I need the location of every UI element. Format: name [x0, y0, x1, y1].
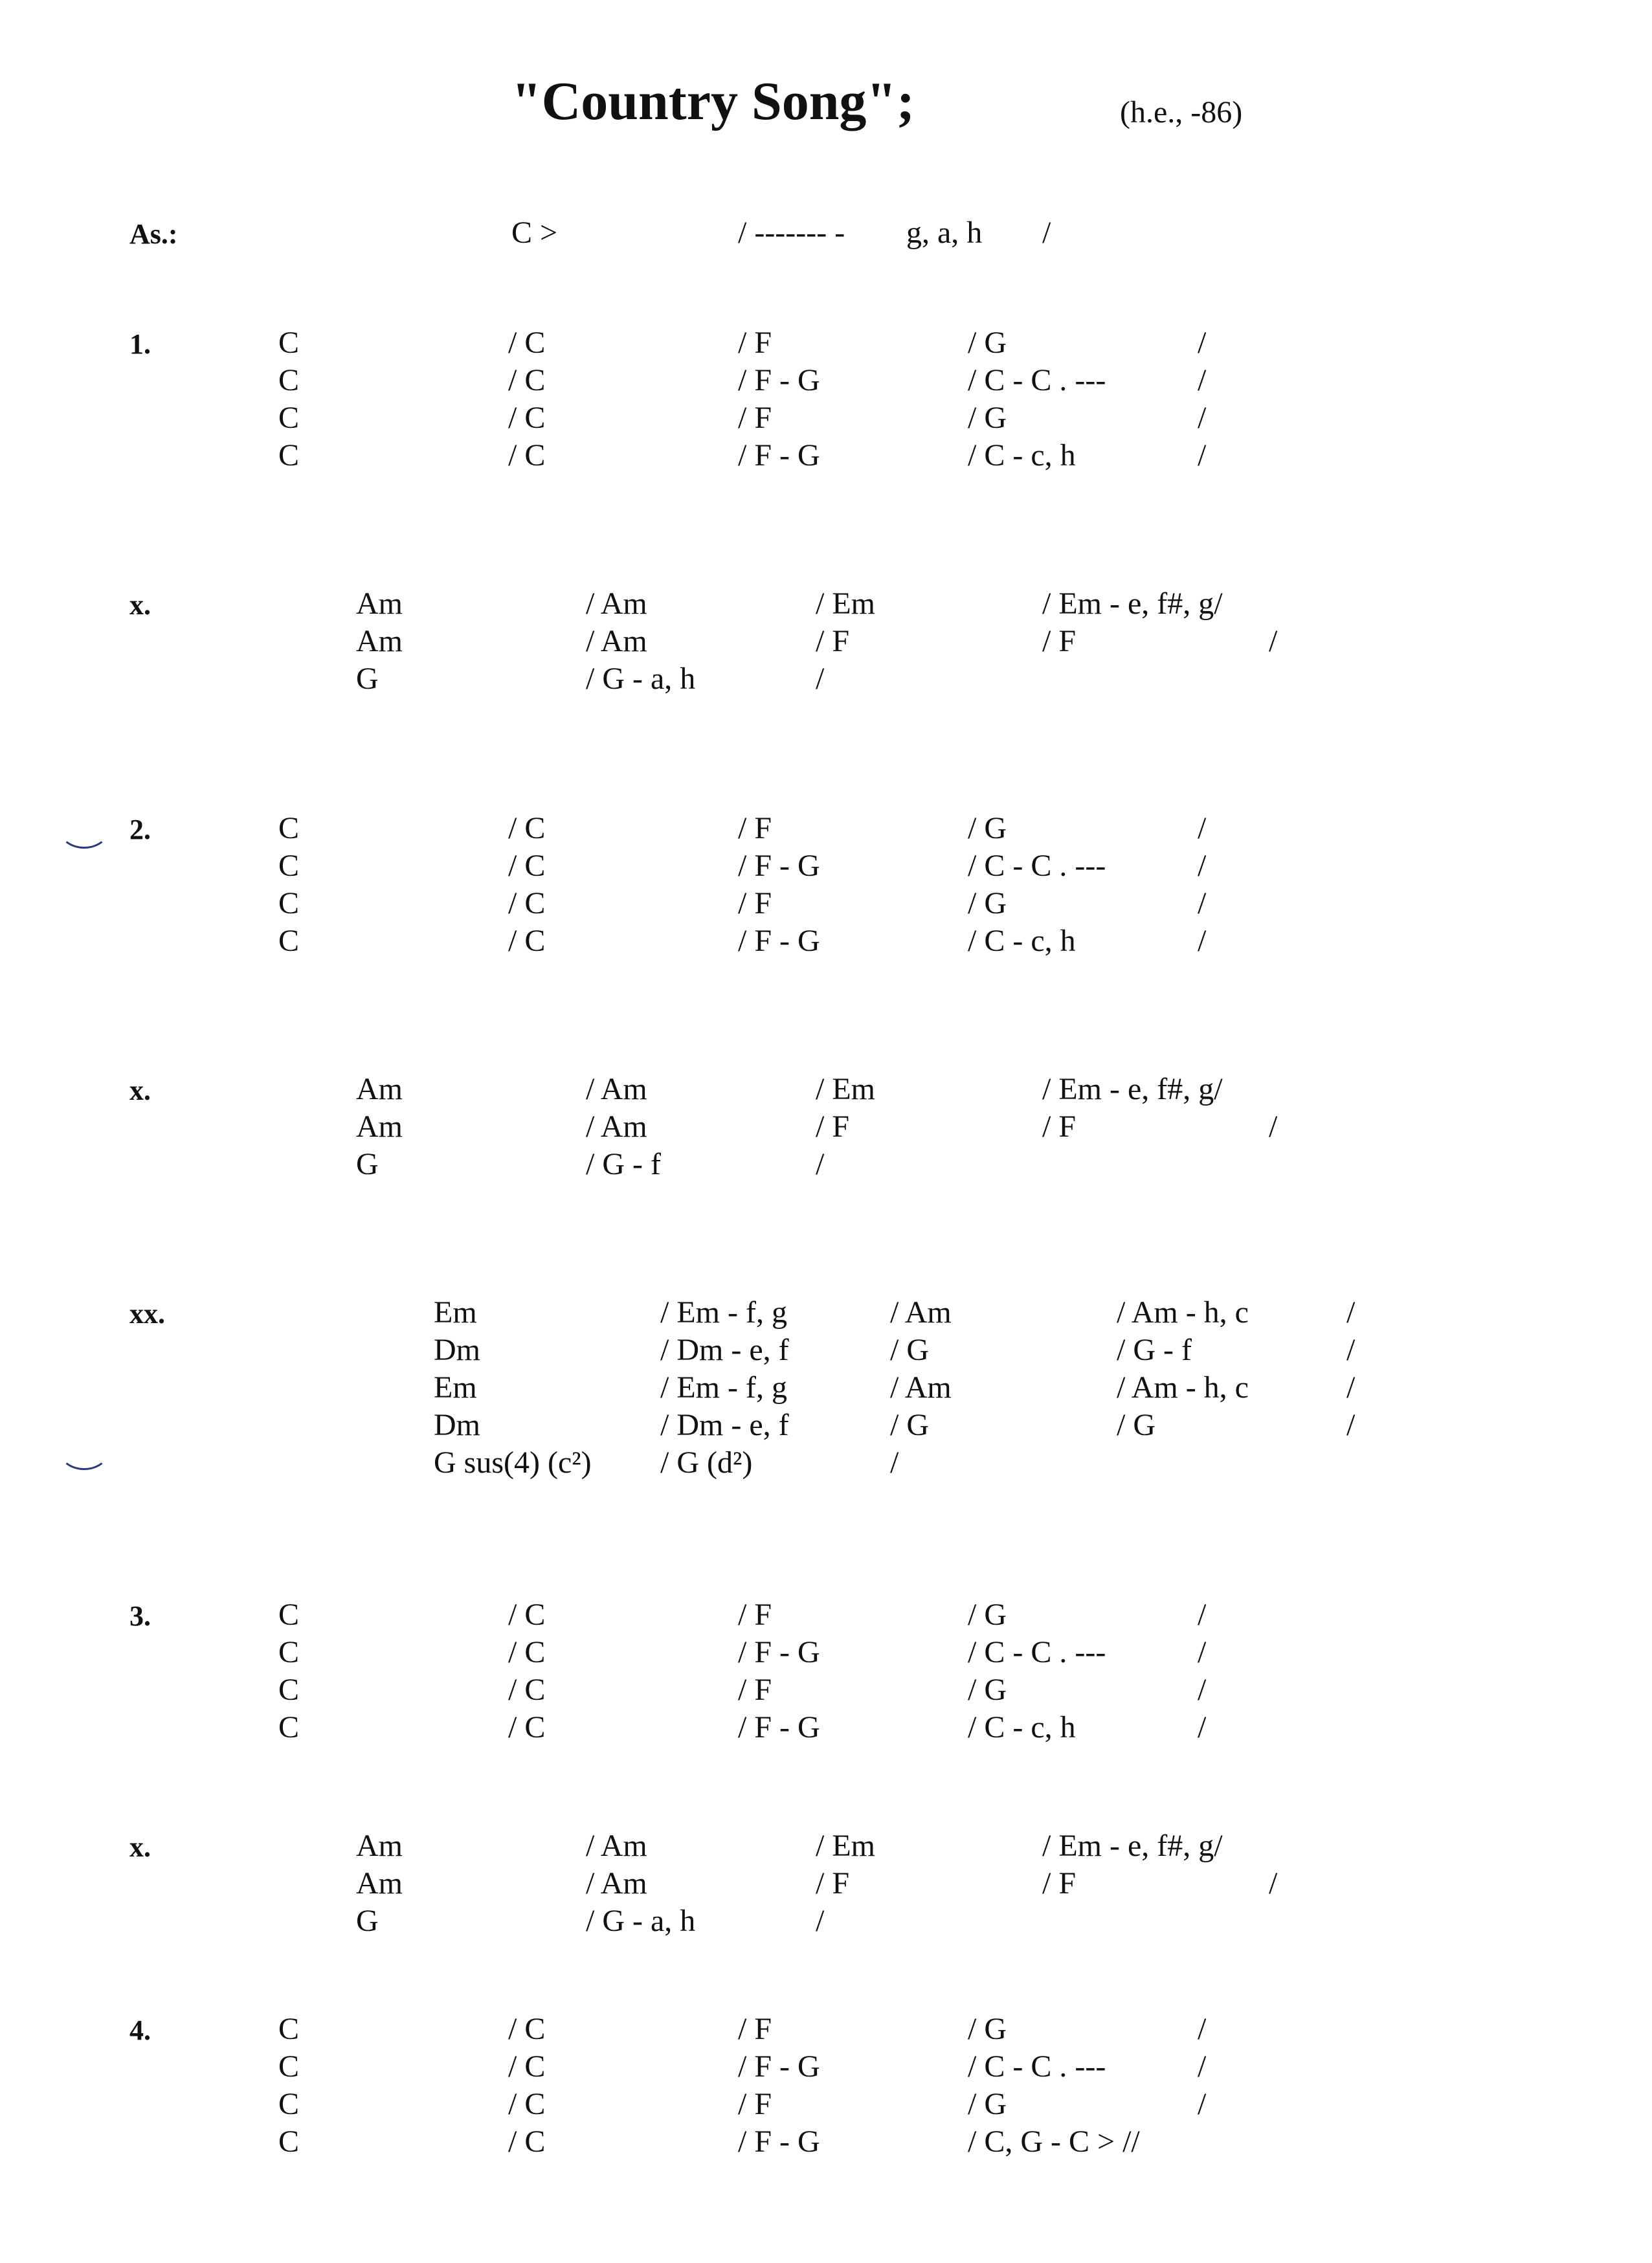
chord-cell: / — [1198, 438, 1207, 473]
chord-cell: / — [816, 1904, 825, 1938]
chord-cell: / — [1269, 624, 1278, 658]
chord-cell: / F - G — [738, 849, 820, 883]
chord-cell: / C — [508, 2012, 546, 2046]
chord-cell: / G — [890, 1333, 929, 1367]
chord-cell: / C, G - C > // — [968, 2124, 1140, 2159]
chord-cell: / G — [1117, 1408, 1155, 1442]
chord-cell: C — [278, 2049, 300, 2084]
chord-cell: Am — [356, 1829, 403, 1863]
chord-cell: / G — [968, 1673, 1007, 1707]
chord-cell: / C - c, h — [968, 1710, 1076, 1745]
chord-cell: / Em - e, f#, g/ — [1042, 586, 1223, 621]
chord-cell: / — [1346, 1370, 1356, 1405]
chord-cell: / G — [968, 1598, 1007, 1632]
chord-cell: / — [1346, 1333, 1356, 1367]
chord-cell: / — [1198, 1673, 1207, 1707]
chord-cell: C > — [511, 216, 558, 250]
chord-cell: / F — [738, 2087, 772, 2121]
song-title: "Country Song"; — [511, 71, 915, 131]
chord-cell: / Am — [890, 1370, 952, 1405]
chord-cell: / F - G — [738, 924, 820, 958]
chord-cell: / F — [1042, 624, 1077, 658]
chord-cell: / F — [1042, 1866, 1077, 1901]
chord-cell: Am — [356, 1109, 403, 1144]
chord-cell: / G - f — [1117, 1333, 1192, 1367]
chord-cell: / F - G — [738, 438, 820, 473]
section-label: 2. — [129, 814, 151, 845]
chord-cell: / — [1198, 811, 1207, 845]
chord-cell: / C — [508, 1673, 546, 1707]
chord-cell: C — [278, 1710, 300, 1745]
chord-cell: / C — [508, 2087, 546, 2121]
chord-cell: / F — [738, 326, 772, 360]
chord-cell: G — [356, 662, 379, 696]
chord-cell: / — [1198, 401, 1207, 435]
chord-cell: / C — [508, 2124, 546, 2159]
chord-cell: / — [1198, 924, 1207, 958]
chord-cell: / — [1198, 2012, 1207, 2046]
chord-cell: / — [1198, 1635, 1207, 1669]
chord-cell: / C - C . --- — [968, 849, 1106, 883]
chord-cell: / Em - e, f#, g/ — [1042, 1072, 1223, 1106]
chord-cell: C — [278, 1635, 300, 1669]
chord-cell: Am — [356, 586, 403, 621]
section-label: As.: — [129, 218, 178, 250]
chord-cell: Am — [356, 624, 403, 658]
chord-cell: C — [278, 811, 300, 845]
chord-cell: / C — [508, 401, 546, 435]
chord-cell: / C - c, h — [968, 438, 1076, 473]
chord-cell: / — [1269, 1109, 1278, 1144]
chord-cell: / — [1346, 1295, 1356, 1330]
chord-cell: / Am — [890, 1295, 952, 1330]
chord-cell: C — [278, 886, 300, 920]
chord-cell: / Am - h, c — [1117, 1370, 1249, 1405]
chord-cell: / — [1269, 1866, 1278, 1901]
chord-cell: Dm — [434, 1408, 480, 1442]
chord-cell: / C — [508, 886, 546, 920]
chord-cell: / F — [1042, 1109, 1077, 1144]
chord-cell: / — [816, 662, 825, 696]
chord-cell: / Em - f, g — [660, 1295, 787, 1330]
chord-cell: C — [278, 2124, 300, 2159]
chord-cell: / C — [508, 924, 546, 958]
chord-cell: / Am — [586, 586, 647, 621]
chord-cell: / F — [816, 624, 850, 658]
chord-cell: G — [356, 1904, 379, 1938]
chord-cell: / Em — [816, 586, 875, 621]
chord-cell: / F - G — [738, 2049, 820, 2084]
chord-cell: C — [278, 326, 300, 360]
chord-cell: / Em - f, g — [660, 1370, 787, 1405]
chord-cell: / F — [816, 1866, 850, 1901]
chord-cell: / C — [508, 1710, 546, 1745]
chord-cell: C — [278, 849, 300, 883]
chord-cell: / G — [968, 401, 1007, 435]
chord-cell: / G — [968, 2012, 1007, 2046]
chord-cell: / Am - h, c — [1117, 1295, 1249, 1330]
chord-cell: / C — [508, 849, 546, 883]
chord-cell: / — [1346, 1408, 1356, 1442]
chord-cell: / Em — [816, 1829, 875, 1863]
chord-cell: / C — [508, 326, 546, 360]
chord-cell: Am — [356, 1072, 403, 1106]
chord-cell: / F — [738, 811, 772, 845]
chord-cell: / C — [508, 811, 546, 845]
chord-cell: / F — [738, 1598, 772, 1632]
chord-cell: g, a, h — [906, 216, 983, 250]
chord-cell: / C — [508, 438, 546, 473]
chord-cell: / — [1198, 326, 1207, 360]
chord-cell: / — [1198, 363, 1207, 397]
chord-cell: / Am — [586, 624, 647, 658]
section-label: x. — [129, 1831, 151, 1863]
chord-cell: / C — [508, 363, 546, 397]
chord-cell: / G — [968, 886, 1007, 920]
chord-cell: / G — [968, 811, 1007, 845]
chord-cell: Em — [434, 1370, 477, 1405]
chord-cell: / — [1198, 1598, 1207, 1632]
section-label: x. — [129, 589, 151, 621]
chord-cell: Am — [356, 1866, 403, 1901]
chord-cell: / F — [738, 2012, 772, 2046]
chord-cell: C — [278, 401, 300, 435]
chord-cell: / G (d²) — [660, 1445, 753, 1480]
chord-cell: / G - f — [586, 1147, 661, 1181]
chord-cell: C — [278, 2087, 300, 2121]
chord-cell: / F — [816, 1109, 850, 1144]
chord-cell: / Em - e, f#, g/ — [1042, 1829, 1223, 1863]
chord-cell: / G — [968, 326, 1007, 360]
chord-cell: / F — [738, 886, 772, 920]
chord-cell: / — [1198, 886, 1207, 920]
chord-cell: C — [278, 924, 300, 958]
section-label: 3. — [129, 1600, 151, 1632]
chord-cell: / C - C . --- — [968, 1635, 1106, 1669]
chord-cell: / Am — [586, 1829, 647, 1863]
chord-cell: / Am — [586, 1866, 647, 1901]
chord-cell: / F - G — [738, 1635, 820, 1669]
chord-cell: / — [890, 1445, 899, 1480]
chord-cell: Em — [434, 1295, 477, 1330]
chord-cell: / F - G — [738, 1710, 820, 1745]
chord-cell: / F — [738, 401, 772, 435]
author-date: (h.e., -86) — [1120, 95, 1243, 129]
chord-cell: / Am — [586, 1109, 647, 1144]
chord-cell: / Dm - e, f — [660, 1408, 789, 1442]
chord-cell: / — [816, 1147, 825, 1181]
chord-cell: G — [356, 1147, 379, 1181]
chord-cell: / C - c, h — [968, 924, 1076, 958]
chord-cell: / C - C . --- — [968, 363, 1106, 397]
chord-cell: / Em — [816, 1072, 875, 1106]
chord-cell: / Dm - e, f — [660, 1333, 789, 1367]
section-label: x. — [129, 1075, 151, 1106]
chord-cell: / F - G — [738, 2124, 820, 2159]
chord-cell: C — [278, 2012, 300, 2046]
chord-cell: / — [1198, 2049, 1207, 2084]
chord-cell: C — [278, 363, 300, 397]
chord-cell: / — [1198, 849, 1207, 883]
chord-cell: / G - a, h — [586, 662, 696, 696]
section-label: 1. — [129, 328, 151, 360]
chord-cell: / F — [738, 1673, 772, 1707]
chord-cell: C — [278, 438, 300, 473]
chord-cell: G sus(4) (c²) — [434, 1445, 592, 1480]
chord-cell: / G — [890, 1408, 929, 1442]
chord-cell: / G - a, h — [586, 1904, 696, 1938]
chord-cell: / C — [508, 1598, 546, 1632]
chord-cell: C — [278, 1673, 300, 1707]
chord-cell: / F - G — [738, 363, 820, 397]
chord-cell: / — [1042, 216, 1051, 250]
chord-cell: / ------- - — [738, 216, 845, 250]
chord-cell: / C — [508, 1635, 546, 1669]
chord-cell: Dm — [434, 1333, 480, 1367]
section-label: 4. — [129, 2014, 151, 2046]
chord-cell: / C - C . --- — [968, 2049, 1106, 2084]
chord-cell: / G — [968, 2087, 1007, 2121]
chord-cell: C — [278, 1598, 300, 1632]
chord-cell: / — [1198, 2087, 1207, 2121]
pencil-mark — [60, 812, 109, 849]
section-label: xx. — [129, 1298, 165, 1330]
chord-cell: / Am — [586, 1072, 647, 1106]
chord-cell: / — [1198, 1710, 1207, 1745]
chord-cell: / C — [508, 2049, 546, 2084]
pencil-mark — [60, 1434, 109, 1470]
